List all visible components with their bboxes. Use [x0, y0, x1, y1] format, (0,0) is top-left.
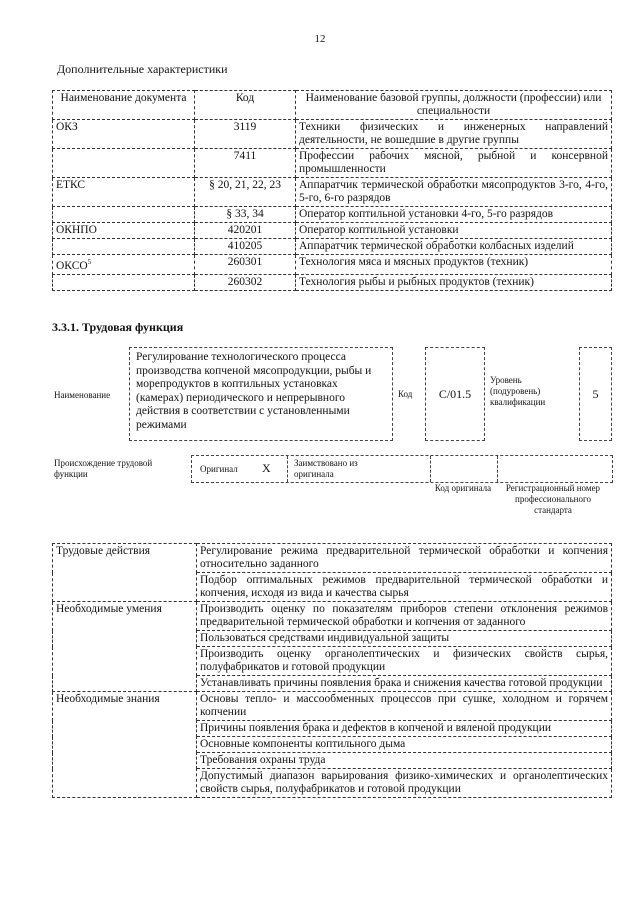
- function-name-text: Регулирование технологического процесса производства копченой мясопродукции, рыбы и морепродуктов в коптильных установках (камерах) периодического и непрерывного действия в соответствии с установленными режимами: [136, 351, 372, 431]
- document-name: ОКНПО: [56, 224, 97, 236]
- document-name: ОКЗ: [56, 121, 78, 133]
- table-row: [53, 544, 612, 573]
- section-item: Требования охраны труда: [197, 753, 612, 769]
- cell-document: [53, 120, 195, 149]
- section-item: Регулирование режима предварительной термической обработки и копчения относительно заданного: [197, 544, 612, 573]
- cell-document: [53, 178, 195, 207]
- function-name-box: [129, 347, 393, 441]
- cell-group-name: Технология рыбы и рыбных продуктов (техник): [296, 274, 612, 290]
- registration-number-caption: Регистрационный номер профессионального стандарта: [505, 483, 601, 515]
- section-item: Производить оценку по показателям приборов степени отклонения режимов предварительной термической обработки и копчения от заданного: [197, 602, 612, 631]
- code-box: [425, 347, 485, 441]
- labor-function-details-table: [52, 543, 612, 798]
- cell-document: [53, 239, 195, 255]
- origin-divider: [497, 456, 499, 482]
- cell-document: [53, 255, 195, 275]
- cell-group-name: Техники физических и инженерных направлений деятельности, не вошедшие в другие группы: [296, 120, 612, 149]
- document-name: ОКСО: [56, 259, 88, 272]
- cell-group-name: Оператор коптильной установки: [296, 223, 612, 239]
- page-number: 12: [314, 33, 326, 45]
- origin-box: [191, 455, 613, 483]
- original-code-caption: Код оригинала: [434, 483, 492, 493]
- section-item: Подбор оптимальных режимов предварительной термической обработки и копчения, исходя из вида и качества сырья: [197, 573, 612, 602]
- cell-group-name: Аппаратчик термической обработки колбасных изделий: [296, 239, 612, 255]
- cell-document: [53, 207, 195, 223]
- cell-group-name: Оператор коптильной установки 4-го, 5-го разрядов: [296, 207, 612, 223]
- section-label: Необходимые умения: [53, 602, 197, 692]
- header-code: Код: [195, 91, 296, 120]
- table-header-row: [53, 91, 612, 120]
- section-label: Трудовые действия: [53, 544, 197, 602]
- cell-code: 410205: [195, 239, 296, 255]
- code-label: Код: [398, 389, 413, 399]
- section-item: Допустимый диапазон варьирования физико-химических и органолептических свойств сырья, полуфабрикатов и готовой продукции: [197, 769, 612, 798]
- section-item: Пользоваться средствами индивидуальной защиты: [197, 631, 612, 647]
- additional-characteristics-title: Дополнительные характеристики: [57, 62, 228, 76]
- cell-group-name: Аппаратчик термической обработки мясопродуктов 3-го, 4-го, 5-го, 6-го разрядов: [296, 178, 612, 207]
- table-row: [53, 255, 612, 275]
- cell-group-name: Технология мяса и мясных продуктов (техник): [296, 255, 612, 275]
- name-label: Наименование: [54, 390, 111, 400]
- additional-characteristics-table: [52, 90, 612, 291]
- header-group-name: Наименование базовой группы, должности (профессии) или специальности: [296, 91, 612, 120]
- section-item: Устанавливать причины появления брака и снижения качества готовой продукции: [197, 676, 612, 692]
- cell-group-name: Профессии рабочих мясной, рыбной и консервной промышленности: [296, 149, 612, 178]
- cell-code: 260301: [195, 255, 296, 275]
- cell-code: 3119: [195, 120, 296, 149]
- section-item: Производить оценку органолептических и физических свойств сырья, полуфабрикатов и готовой продукции: [197, 647, 612, 676]
- document-name: ЕТКС: [56, 179, 86, 191]
- original-mark: X: [262, 461, 271, 475]
- original-label: Оригинал: [200, 464, 238, 474]
- origin-label: Происхождение трудовой функции: [54, 458, 153, 479]
- cell-document: [53, 149, 195, 178]
- cell-document: [53, 223, 195, 239]
- table-row: [53, 692, 612, 721]
- level-value: 5: [592, 387, 599, 401]
- table-row: [53, 120, 612, 149]
- cell-code: 7411: [195, 149, 296, 178]
- table-row: [53, 149, 612, 178]
- table-row: [53, 223, 612, 239]
- borrowed-label: Заимствовано из оригинала: [294, 458, 358, 479]
- qualification-level-label: Уровень (подуровень) квалификации: [490, 375, 546, 407]
- header-document: Наименование документа: [53, 91, 195, 120]
- section-item: Основные компоненты коптильного дыма: [197, 737, 612, 753]
- section-label: Необходимые знания: [53, 692, 197, 798]
- labor-function-heading: 3.3.1. Трудовая функция: [52, 320, 184, 334]
- origin-divider: [430, 456, 432, 482]
- cell-code: 260302: [195, 274, 296, 290]
- table-row: [53, 602, 612, 631]
- section-item: Основы тепло- и массообменных процессов при сушке, холодном и горячем копчении: [197, 692, 612, 721]
- origin-divider: [287, 456, 289, 482]
- cell-code: 420201: [195, 223, 296, 239]
- code-value: C/01.5: [438, 387, 472, 401]
- table-row: [53, 274, 612, 290]
- cell-document: [53, 274, 195, 290]
- footnote-mark: 5: [87, 258, 92, 266]
- level-box: [579, 347, 612, 441]
- section-item: Причины появления брака и дефектов в копченой и вяленой продукции: [197, 721, 612, 737]
- table-row: [53, 207, 612, 223]
- cell-code: § 33, 34: [195, 207, 296, 223]
- cell-code: § 20, 21, 22, 23: [195, 178, 296, 207]
- table-row: [53, 239, 612, 255]
- table-row: [53, 178, 612, 207]
